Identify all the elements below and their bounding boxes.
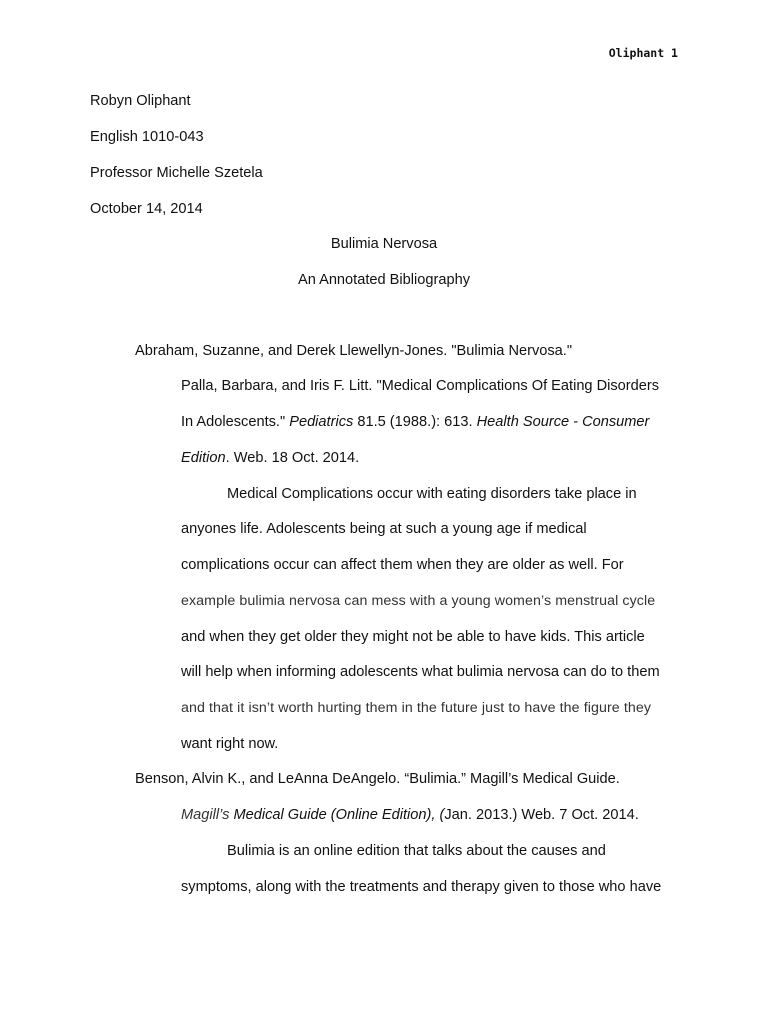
author-name: Robyn Oliphant [90, 93, 191, 109]
citation-line: Palla, Barbara, and Iris F. Litt. "Medical Complications Of Eating Disorders [181, 378, 660, 394]
page-title: Bulimia Nervosa [330, 236, 438, 252]
annotation-line: complications occur can affect them when they are older as well. For [181, 557, 624, 573]
citation-line: Abraham, Suzanne, and Derek Llewellyn-Jones. "Bulimia Nervosa." [135, 343, 573, 359]
professor-name: Professor Michelle Szetela [90, 165, 263, 181]
citation-line [181, 413, 649, 431]
annotation-line: example bulimia nervosa can mess with a young women’s menstrual cycle [181, 593, 656, 609]
annotation-line: and that it isn’t worth hurting them in the future just to have the figure they [181, 700, 652, 716]
annotation-line: anyones life. Adolescents being at such a young age if medical [181, 521, 587, 537]
annotation-line: Bulimia is an online edition that talks about the causes and [227, 843, 606, 859]
annotation-line: symptoms, along with the treatments and therapy given to those who have [181, 879, 662, 895]
database-title: Edition [181, 450, 226, 466]
citation-text: . Web. 18 Oct. 2014. [225, 450, 360, 466]
annotation-line: and when they get older they might not be able to have kids. This article [181, 629, 645, 645]
citation-text: In Adolescents." [181, 414, 290, 430]
annotation-line: Medical Complications occur with eating disorders take place in [227, 486, 637, 502]
journal-title: Pediatrics [289, 414, 354, 430]
annotation-line: will help when informing adolescents what bulimia nervosa can do to them [181, 664, 660, 680]
citation-text: Jan. 2013.) Web. 7 Oct. 2014. [444, 807, 639, 823]
citation-line: Benson, Alvin K., and LeAnna DeAngelo. “Bulimia.” Magill’s Medical Guide. [135, 771, 620, 787]
running-head: Oliphant 1 [608, 46, 678, 60]
citation-line [181, 449, 359, 467]
book-title: Medical Guide (Online Edition), ( [229, 807, 445, 823]
book-title: Magill’s [181, 807, 230, 823]
document-date: October 14, 2014 [90, 201, 203, 217]
annotation-line: want right now. [181, 736, 279, 752]
citation-line [181, 806, 639, 824]
citation-text: 81.5 (1988.): 613. [353, 414, 477, 430]
course-name: English 1010-043 [90, 129, 204, 145]
page-subtitle: An Annotated Bibliography [297, 272, 470, 288]
database-title: Health Source - Consumer [476, 414, 650, 430]
